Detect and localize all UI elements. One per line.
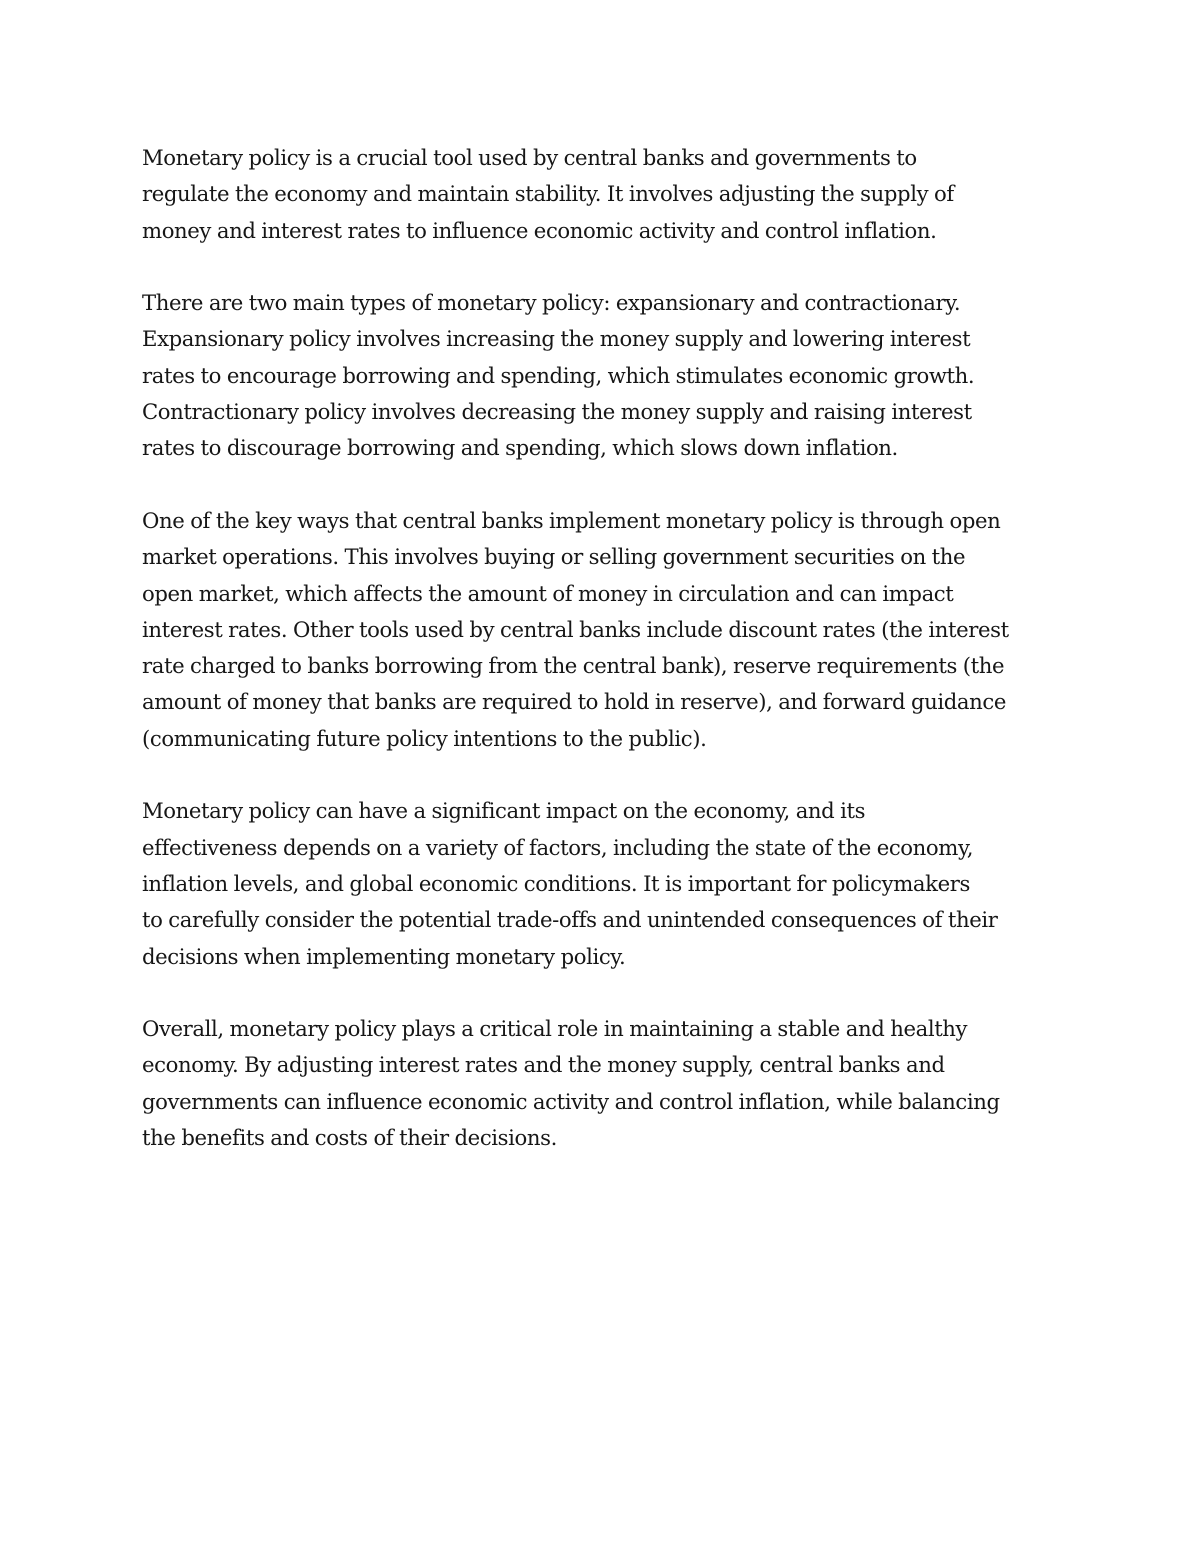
text-line: rates to discourage borrowing and spending, which slows down inflation.	[142, 435, 898, 461]
text-line: rate charged to banks borrowing from the central bank), reserve requirements (the	[142, 653, 1005, 679]
paragraph-conclusion	[142, 1011, 1072, 1156]
text-line: Contractionary policy involves decreasing the money supply and raising interest	[142, 399, 972, 425]
text-line: economy. By adjusting interest rates and the money supply, central banks and	[142, 1052, 945, 1078]
text-line: interest rates. Other tools used by central banks include discount rates (the interest	[142, 616, 1009, 642]
text-line: Monetary policy is a crucial tool used by central banks and governments to	[142, 145, 917, 170]
text-line: regulate the economy and maintain stability. It involves adjusting the supply of	[142, 181, 954, 207]
text-line: Monetary policy can have a significant impact on the economy, and its	[142, 798, 866, 824]
text-line: governments can influence economic activity and control inflation, while balancing	[142, 1088, 1000, 1114]
text-line: decisions when implementing monetary policy.	[142, 943, 626, 969]
document-body	[142, 140, 1072, 1156]
text-line: Overall, monetary policy plays a critical role in maintaining a stable and healthy	[142, 1016, 968, 1042]
text-line: inflation levels, and global economic conditions. It is important for policymakers	[142, 870, 970, 896]
text-line: One of the key ways that central banks implement monetary policy is through open	[142, 507, 1001, 533]
paragraph-intro	[142, 140, 1072, 249]
text-line: market operations. This involves buying or selling government securities on the	[142, 544, 966, 570]
text-line: rates to encourage borrowing and spending, which stimulates economic growth.	[142, 362, 975, 388]
text-line: (communicating future policy intentions to the public).	[142, 725, 707, 751]
paragraph-types	[142, 285, 1072, 466]
text-line: the benefits and costs of their decisions.	[142, 1125, 557, 1151]
paragraph-tools	[142, 503, 1072, 757]
text-line: open market, which affects the amount of money in circulation and can impact	[142, 580, 954, 606]
text-line: Expansionary policy involves increasing the money supply and lowering interest	[142, 326, 971, 352]
text-line: to carefully consider the potential trade-offs and unintended consequences of their	[142, 907, 998, 933]
text-line: amount of money that banks are required to hold in reserve), and forward guidance	[142, 689, 1006, 715]
text-line: money and interest rates to influence economic activity and control inflation.	[142, 217, 937, 243]
text-line: effectiveness depends on a variety of factors, including the state of the economy,	[142, 834, 974, 860]
text-line: There are two main types of monetary policy: expansionary and contractionary.	[142, 290, 961, 316]
paragraph-impact	[142, 793, 1072, 974]
